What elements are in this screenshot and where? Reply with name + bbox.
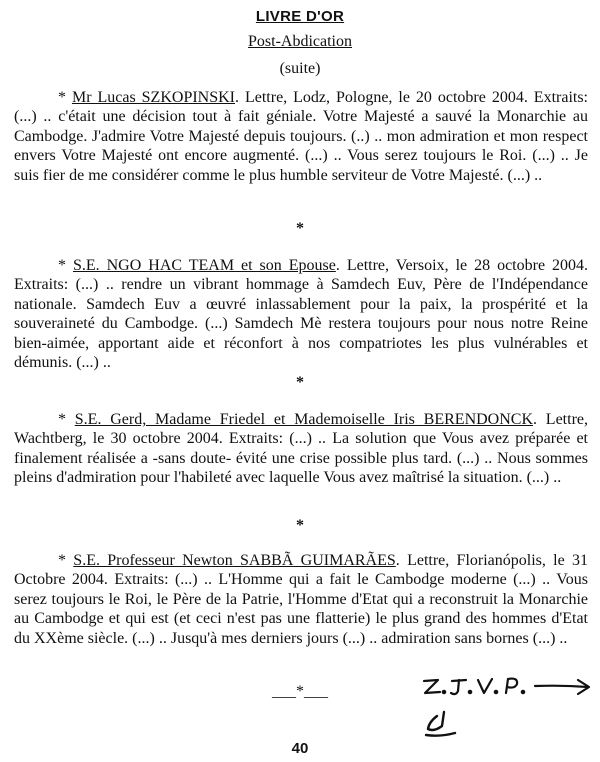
entry-bullet: * bbox=[58, 89, 66, 106]
entry-text: . Lettre, Wachtberg, le 30 octobre 2004. Extraits: (...) .. La solution que Vous avez préparée et finalement réalisée a -sans doute- évité une crise possible plus tard. (...) .. Nous sommes pleins d'admiration pour l'habileté avec laquelle Vous avez maîtrisé la situation. (...) .. bbox=[14, 411, 589, 487]
end-mark: ___*___ bbox=[272, 683, 328, 700]
entry-author: Mr Lucas SZKOPINSKI bbox=[71, 89, 236, 106]
page-number: 40 bbox=[291, 740, 309, 757]
continuation-label: (suite) bbox=[279, 60, 321, 77]
entry-text: . Lettre, Lodz, Pologne, le 20 octobre 2004. Extraits: (...) .. c'était une décision tout à fait géniale. Votre Majesté a sauvé la Monarchie au Cambodge. J'admire Votre Majesté depuis toujours. (..) .. mon admiration et mon respect envers Votre Majesté ont encore augmenté. (...) .. Vous serez toujours le Roi. (...) .. Je suis fier de me considérer comme le plus humble serviteur de Votre Majesté. (...) .. bbox=[14, 89, 589, 184]
entry-bullet: * bbox=[58, 257, 66, 274]
entry-bullet: * bbox=[58, 411, 66, 428]
entry-bullet: * bbox=[58, 552, 66, 569]
entry-text: . Lettre, Versoix, le 28 octobre 2004. Extraits: (...) .. rendre un vibrant hommage à Samdech Euv, Père de l'Indépendance nationale. Samdech Euv a œuvré inlassablement pour la paix, la prospérité et la souveraineté du Cambodge. (...) Samdech Mè restera toujours pour nous notre Reine bien-aimée, apportant aide et réconfort à nos compatriotes les plus vulnérables et démunis. (...) .. bbox=[14, 257, 589, 372]
page-title: LIVRE D'OR bbox=[255, 8, 345, 25]
arrow-right-icon bbox=[535, 680, 589, 694]
entry-author: S.E. NGO HAC TEAM et son Epouse bbox=[72, 257, 336, 274]
entry-author: S.E. Professeur Newton SABBÃ GUIMARÃES bbox=[73, 552, 396, 569]
handwritten-initials bbox=[424, 679, 524, 695]
handwritten-signature bbox=[426, 712, 455, 736]
page-subtitle: Post-Abdication bbox=[248, 33, 352, 50]
separator: * bbox=[296, 220, 304, 237]
separator: * bbox=[296, 517, 304, 534]
entry-text: . Lettre, Florianópolis, le 31 Octobre 2004. Extraits: (...) .. L'Homme qui a fait le Cambodge moderne (...) .. Vous serez toujours le Roi, le Père de la Patrie, l'Homme d'Etat qui a reconstruit la Monarchie au Cambodge et qui est (et ceci n'est pas une flatterie) le plus grand des hommes d'Etat du XXème siècle. (...) .. Jusqu'à mes derniers jours (...) .. admiration sans bornes (...) .. bbox=[14, 552, 589, 647]
entry-author: S.E. Gerd, Madame Friedel et Mademoiselle Iris BERENDONCK bbox=[74, 411, 534, 428]
separator: * bbox=[296, 374, 304, 391]
